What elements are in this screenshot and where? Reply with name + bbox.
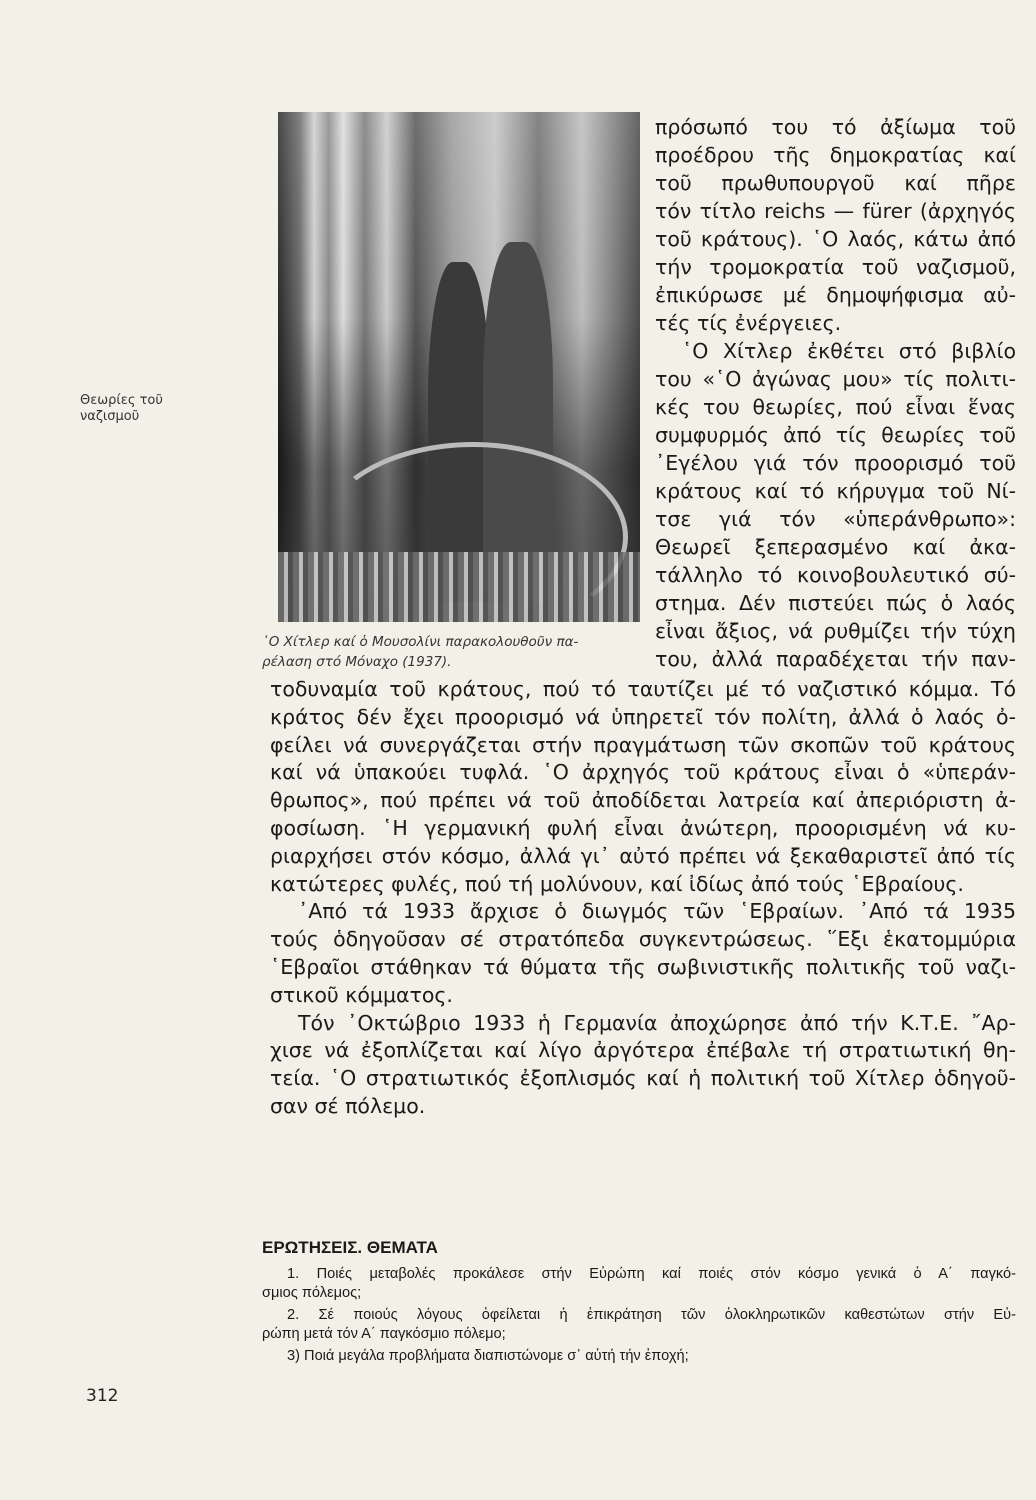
- text-line: ριαρχήσει στόν κόσμο, ἀλλά γι᾿ αὐτό πρέπει νά ξεκαθαριστεῖ ἀπό τίς: [270, 843, 1016, 868]
- text-line: θρωπος», πού πρέπει νά τοῦ ἀποδίδεται λατρεία καί ἀπεριόριστη ἀ-: [270, 788, 1016, 813]
- text-line: ῾Ο Χίτλερ ἐκθέτει στό βιβλίο: [682, 339, 1016, 363]
- caption-line: ῾Ο Χίτλερ καί ὁ Μουσολίνι παρακολουθοῦν πα-: [262, 634, 579, 650]
- photo-caption: [262, 632, 657, 672]
- text-line: κατώτερες φυλές, πού τή μολύνουν, καί ἰδίως ἀπό τούς ῾Εβραίους.: [270, 871, 964, 896]
- caption-line: ρέλαση στό Μόναχο (1937).: [262, 654, 452, 670]
- text-line: εἶναι ἄξιος, νά ρυθμίζει τήν τύχη: [655, 619, 1016, 643]
- text-line: Τόν ᾿Οκτώβριο 1933 ἡ Γερμανία ἀποχώρησε ἀπό τήν Κ.Τ.Ε. ῎Αρ-: [298, 1010, 1016, 1035]
- question-line: ρώπη μετά τόν Α΄ παγκόσμιο πόλεμο;: [262, 1326, 506, 1342]
- text-line: προέδρου τῆς δημοκρατίας καί: [655, 143, 1016, 167]
- text-line: τόν τίτλο reichs — fürer (ἀρχηγός: [655, 199, 1016, 223]
- photo-hitler-mussolini-parade: [278, 112, 640, 622]
- text-line: του, ἀλλά παραδέχεται τήν παν-: [655, 647, 1016, 671]
- text-line: φείλει νά συνεργάζεται στήν πραγμάτωση τῶν σκοπῶν τοῦ κράτους: [270, 732, 1016, 757]
- text-line: καί νά ὑπακούει τυφλά. ῾Ο ἀρχηγός τοῦ κράτους εἶναι ὁ «ὑπεράν-: [270, 760, 1016, 785]
- text-line: φοσίωση. ῾Η γερμανική φυλή εἶναι ἀνώτερη, προορισμένη νά κυ-: [270, 816, 1016, 840]
- text-line: κές του θεωρίες, πού εἶναι ἕνας: [655, 395, 1016, 419]
- text-line: τές τίς ἐνέργειες.: [655, 311, 842, 335]
- text-line: κράτους καί τό κήρυγμα τοῦ Νί-: [655, 479, 1016, 503]
- text-line: ἐπικύρωσε μέ δημοψήφισμα αὐ-: [655, 283, 1016, 307]
- question-line: 1. Ποιές μεταβολές προκάλεσε στήν Εὐρώπη καί ποιές στόν κόσμο γενικά ὁ Α΄ παγκό-: [287, 1266, 1016, 1282]
- margin-note-line: Θεωρίες τοῦ: [80, 393, 163, 408]
- text-line: στικοῦ κόμματος.: [270, 982, 453, 1007]
- questions-heading: ΕΡΩΤΗΣΕΙΣ. ΘΕΜΑΤΑ: [262, 1238, 438, 1257]
- text-line: τούς ὁδηγοῦσαν σέ στρατόπεδα συγκεντρώσεως. ῞Εξι ἑκατομμύρια: [270, 927, 1016, 952]
- text-line: τοδυναμία τοῦ κράτους, πού τό ταυτίζει μέ τό ναζιστικό κόμμα. Τό: [270, 677, 1016, 701]
- page-number: 312: [86, 1386, 119, 1406]
- text-line: ῾Εβραῖοι στάθηκαν τά θύματα τῆς σωβινιστικῆς πολιτικῆς τοῦ ναζι-: [270, 955, 1016, 979]
- text-line: συμφυρμός ἀπό τίς θεωρίες τοῦ: [655, 423, 1016, 447]
- photo-crowd: [278, 552, 640, 622]
- text-line: τοῦ κράτους). ῾Ο λαός, κάτω ἀπό: [655, 227, 1016, 251]
- margin-note: [80, 393, 163, 425]
- text-line: ᾿Εγέλου γιά τόν προορισμό τοῦ: [655, 451, 1016, 475]
- margin-note-line: ναζισμοῦ: [80, 409, 140, 424]
- text-line: τσε γιά τόν «ὑπεράνθρωπο»:: [655, 507, 1016, 531]
- text-line: πρόσωπό του τό ἀξίωμα τοῦ: [655, 115, 1016, 139]
- text-line: ᾿Από τά 1933 ἄρχισε ὁ διωγμός τῶν ῾Εβραίων. ᾿Από τά 1935: [298, 899, 1016, 924]
- text-line: τεία. ῾Ο στρατιωτικός ἐξοπλισμός καί ἡ πολιτική τοῦ Χίτλερ ὁδηγοῦ-: [270, 1066, 1016, 1091]
- text-line: του «῾Ο ἀγώνας μου» τίς πολιτι-: [655, 367, 1016, 391]
- text-line: τοῦ πρωθυπουργοῦ καί πῆρε: [655, 171, 1016, 195]
- text-line: τήν τρομοκρατία τοῦ ναζισμοῦ,: [655, 255, 1016, 279]
- text-line: Θεωρεῖ ξεπερασμένο καί ἀκα-: [655, 535, 1016, 559]
- text-line: στημα. Δέν πιστεύει πώς ὁ λαός: [655, 591, 1016, 615]
- text-line: τάλληλο τό κοινοβουλευτικό σύ-: [655, 563, 1016, 587]
- question-line: 3) Ποιά μεγάλα προβλήματα διαπιστώνομε σ᾿ αὐτή τήν ἐποχή;: [287, 1348, 689, 1364]
- text-line: κράτος δέν ἔχει προορισμό νά ὑπηρετεῖ τόν πολίτη, ἀλλά ὁ λαός ὀ-: [270, 704, 1016, 729]
- question-line: σμιος πόλεμος;: [262, 1285, 362, 1301]
- text-line: σαν σέ πόλεμο.: [270, 1094, 426, 1118]
- question-line: 2. Σέ ποιούς λόγους ὀφείλεται ἡ ἐπικράτηση τῶν ὁλοκληρωτικῶν καθεστώτων στήν Εὐ-: [287, 1307, 1016, 1323]
- text-line: χισε νά ἐξοπλίζεται καί λίγο ἀργότερα ἐπέβαλε τή στρατιωτική θη-: [270, 1038, 1016, 1063]
